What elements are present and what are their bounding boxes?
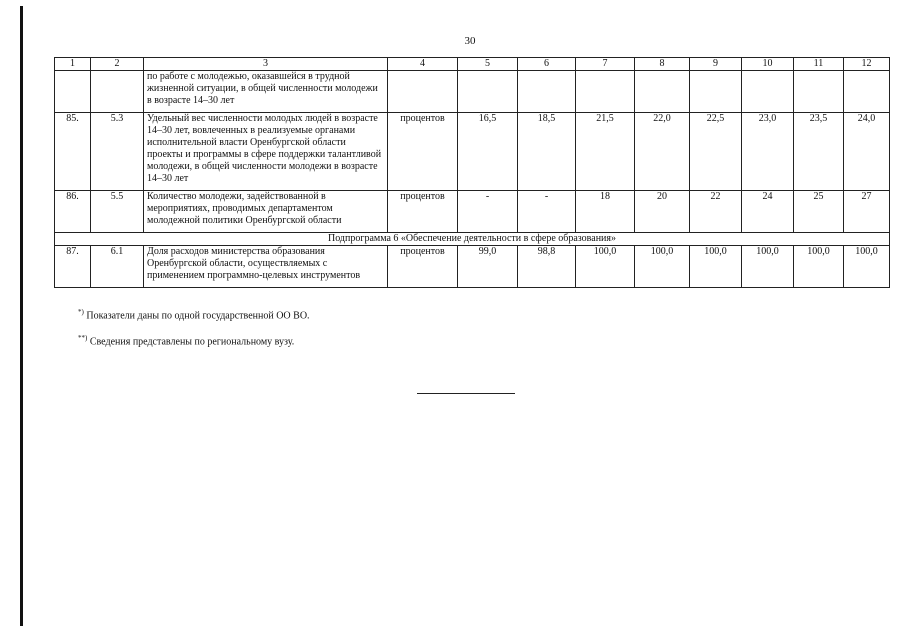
value-cell: 100,0 — [794, 246, 844, 288]
cell-empty — [635, 71, 690, 113]
footnote-1-mark: *) — [78, 308, 84, 316]
col-header: 5 — [458, 58, 518, 71]
cell-empty — [518, 71, 576, 113]
indicator-name: Доля расходов министерства образования Оренбургской области, осуществляемых с применением программно-целевых инструментов — [144, 246, 388, 288]
cell-empty — [690, 71, 742, 113]
subprogram-row — [55, 233, 890, 246]
value-cell: 100,0 — [844, 246, 890, 288]
table-row-87 — [55, 246, 890, 288]
footnote-2-mark: **) — [78, 334, 88, 342]
value-cell: - — [518, 191, 576, 233]
cell-empty — [91, 71, 144, 113]
closing-separator-line — [417, 393, 515, 394]
unit: процентов — [388, 246, 458, 288]
value-cell: 27 — [844, 191, 890, 233]
value-cell: 25 — [794, 191, 844, 233]
unit: процентов — [388, 191, 458, 233]
cell-empty — [576, 71, 635, 113]
cell-empty — [794, 71, 844, 113]
col-header: 3 — [144, 58, 388, 71]
col-header: 1 — [55, 58, 91, 71]
cell-empty — [458, 71, 518, 113]
cell-empty — [742, 71, 794, 113]
page-number: 30 — [464, 35, 476, 47]
value-cell: 98,8 — [518, 246, 576, 288]
value-cell: 16,5 — [458, 113, 518, 191]
footnote-2 — [78, 334, 294, 347]
value-cell: 24,0 — [844, 113, 890, 191]
value-cell: 22,0 — [635, 113, 690, 191]
row-number: 87. — [55, 246, 91, 288]
value-cell: 100,0 — [742, 246, 794, 288]
table-row-85 — [55, 113, 890, 191]
footnote-1-text: Показатели даны по одной государственной ОО ВО. — [86, 310, 310, 322]
value-cell: 100,0 — [635, 246, 690, 288]
indicator-name: Удельный вес численности молодых людей в возрасте 14–30 лет, вовлеченных в реализуемые органами исполнительной власти Оренбургской области проекты и программы в сфере поддержки талантливой молодежи, в общей численности молодежи в возрасте 14–30 лет — [144, 113, 388, 191]
col-header: 9 — [690, 58, 742, 71]
value-cell: 99,0 — [458, 246, 518, 288]
unit: процентов — [388, 113, 458, 191]
table-row-continuation — [55, 71, 890, 113]
table-header-row — [55, 58, 890, 71]
col-header: 11 — [794, 58, 844, 71]
value-cell: 23,0 — [742, 113, 794, 191]
subprogram-title: Подпрограмма 6 «Обеспечение деятельности в сфере образования» — [55, 233, 890, 246]
row-code: 6.1 — [91, 246, 144, 288]
table-row-86 — [55, 191, 890, 233]
row-code: 5.3 — [91, 113, 144, 191]
value-cell: 22,5 — [690, 113, 742, 191]
cell-empty — [388, 71, 458, 113]
footnote-2-text: Сведения представлены по региональному вузу. — [89, 336, 295, 348]
col-header: 8 — [635, 58, 690, 71]
cell-empty — [844, 71, 890, 113]
value-cell: 100,0 — [576, 246, 635, 288]
indicators-table — [54, 57, 890, 288]
row-number: 85. — [55, 113, 91, 191]
row-number: 86. — [55, 191, 91, 233]
row-code: 5.5 — [91, 191, 144, 233]
col-header: 2 — [91, 58, 144, 71]
value-cell: 100,0 — [690, 246, 742, 288]
value-cell: 21,5 — [576, 113, 635, 191]
footnote-1 — [78, 308, 310, 321]
col-header: 12 — [844, 58, 890, 71]
indicator-name-continuation: по работе с молодежью, оказавшейся в трудной жизненной ситуации, в общей численности молодежи в возрасте 14–30 лет — [144, 71, 388, 113]
value-cell: - — [458, 191, 518, 233]
value-cell: 18,5 — [518, 113, 576, 191]
col-header: 4 — [388, 58, 458, 71]
cell-empty — [55, 71, 91, 113]
value-cell: 20 — [635, 191, 690, 233]
left-margin-bar — [20, 6, 23, 626]
indicator-name: Количество молодежи, задействованной в мероприятиях, проводимых департаментом молодежной политики Оренбургской области — [144, 191, 388, 233]
value-cell: 24 — [742, 191, 794, 233]
col-header: 10 — [742, 58, 794, 71]
col-header: 7 — [576, 58, 635, 71]
col-header: 6 — [518, 58, 576, 71]
value-cell: 18 — [576, 191, 635, 233]
value-cell: 22 — [690, 191, 742, 233]
value-cell: 23,5 — [794, 113, 844, 191]
